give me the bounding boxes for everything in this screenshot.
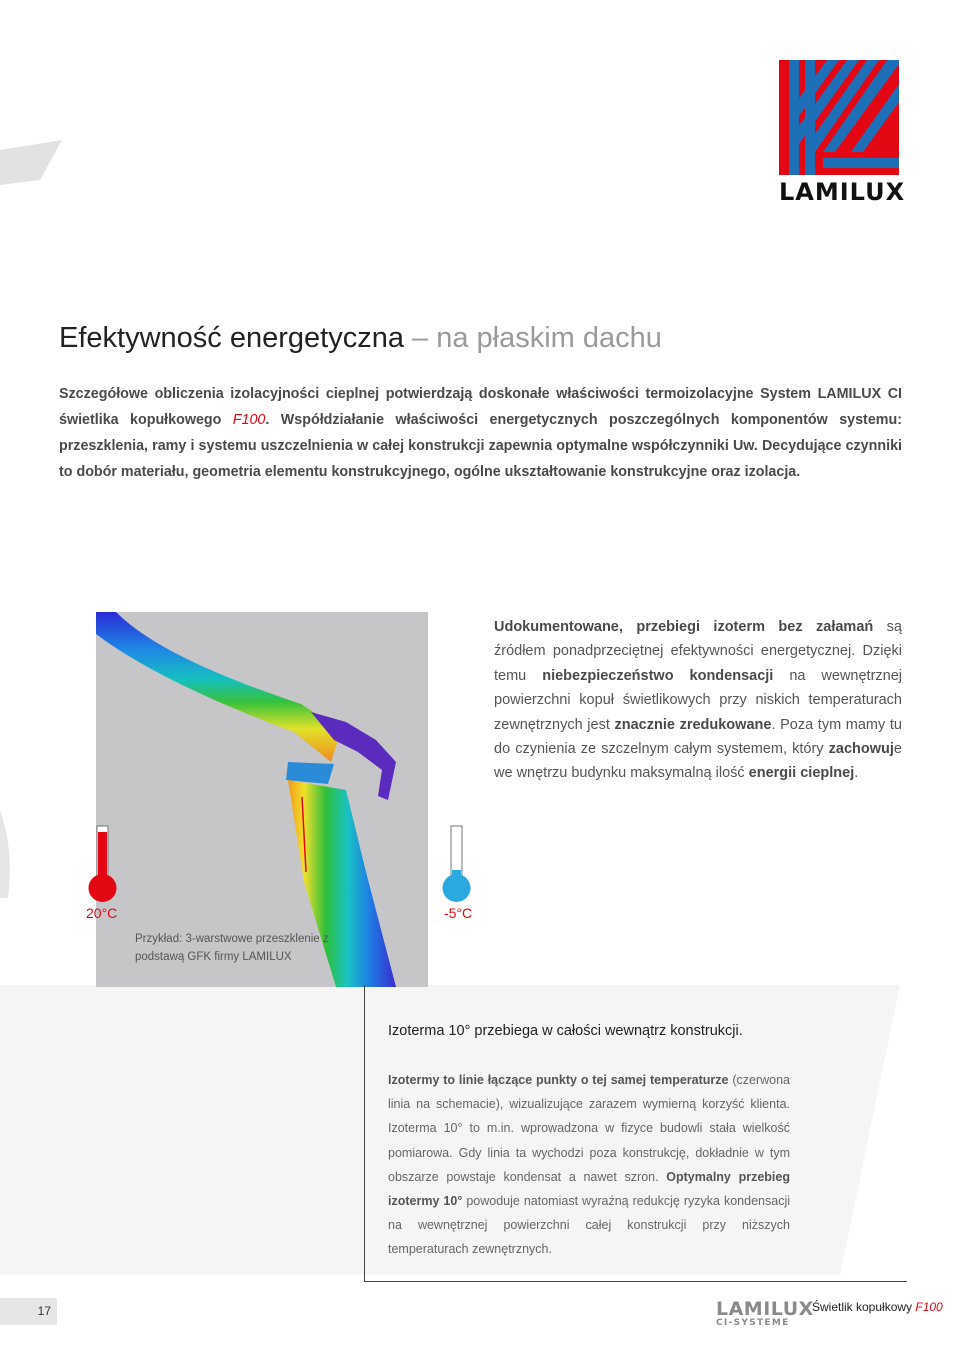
intro-product-code: F100 (232, 412, 266, 428)
lamilux-logo-text: LAMILUX (779, 178, 906, 206)
example-caption: Przykład: 3-warstwowe przeszklenie z podstawą GFK firmy LAMILUX (135, 933, 329, 963)
page-title-sub: na płaskim dachu (436, 322, 662, 354)
side-text-2: są źródłem ponadprzeciętnej efektywności energetycznej. Dzięki temu (494, 619, 902, 684)
footer-logo-line2: CI-SYSTEME (716, 1318, 790, 1328)
intro-paragraph (59, 381, 902, 485)
side-text-7: zachowuj (828, 741, 894, 758)
footer-product-label: Świetlik kopułkowy (812, 1300, 916, 1314)
side-text-8: e we wnętrzu budynku maksymalną ilość (494, 741, 902, 782)
page-title-main: Efektywność energetyczna (59, 322, 404, 354)
info-box-text-1: Izotermy to linie łączące punkty o tej samej temperaturze (388, 1073, 729, 1087)
footer-product-code: F100 (915, 1300, 943, 1314)
lamilux-logo-mark (779, 60, 899, 175)
thermometer-cold-icon (440, 824, 474, 904)
footer-logo-line1: LAMILUX (716, 1298, 814, 1320)
decorative-swoosh-top (0, 140, 70, 190)
side-text-4: na wewnętrznej powierzchni kopuł świetlikowych przy niskich temperaturach zewnętrznych jest (494, 667, 903, 733)
isotherm-description (494, 615, 902, 786)
page-title-dash: – (403, 322, 437, 354)
thermometer-hot-icon (86, 824, 120, 904)
side-text-3: niebezpieczeństwo kondensacji (542, 667, 774, 684)
info-box-text-3: Optymalny przebieg izotermy 10° (388, 1169, 790, 1209)
info-box-text (388, 1068, 790, 1262)
inside-temperature: 20°C (86, 905, 118, 921)
info-box-text-2: (czerwona linia na schemacie), wizualizujące zarazem wymierną korzyść klienta. Izoterma 10° to m.in. wprowadzona w fizyce budowli stała wielkość pomiarowa. Gdy linia ta wychodzi poza konstrukcję, dokładnie w tym obszarze powstaje kondensat a nawet szron. (388, 1073, 790, 1184)
intro-text-2: . Współdziałanie właściwości energetycznych poszczególnych komponentów systemu: przeszklenia, ramy i systemu uszczelnienia w całej konstrukcji zapewnia optymalne współczynniki Uw. Decydujące czynniki to dobór materiału, geometria elementu konstrukcyjnego, ogólne ukształtowanie konstrukcyjne oraz izolacja. (59, 412, 902, 480)
side-text-1: Udokumentowane, przebiegi izoterm bez załamań (494, 619, 874, 635)
outside-temperature: -5°C (444, 905, 473, 921)
footer-logo (716, 1298, 814, 1328)
side-text-9: energii cieplnej (748, 765, 855, 782)
page-title (59, 322, 662, 355)
side-text-6: . Poza tym mamy tu do czynienia ze szczelnym całym systemem, który (494, 716, 902, 758)
page-number: 17 (0, 1298, 57, 1325)
info-box-text-4: powoduje natomiast wyraźną redukcję ryzyka kondensacji na wewnętrznej powierzchni całej konstrukcji przy niższych temperaturach zewnętrznych. (388, 1194, 790, 1257)
decorative-swoosh-left (0, 810, 20, 900)
side-text-5: znacznie zredukowane (614, 716, 772, 733)
info-box-heading: Izoterma 10° przebiega w całości wewnątrz konstrukcji. (388, 1023, 743, 1039)
intro-text-1: Szczegółowe obliczenia izolacyjności cieplnej potwierdzają doskonałe właściwości termoizolacyjne System LAMILUX CI świetlika kopułkowego (59, 386, 902, 428)
side-text-10: . (854, 765, 859, 782)
footer-product-name (812, 1300, 943, 1314)
